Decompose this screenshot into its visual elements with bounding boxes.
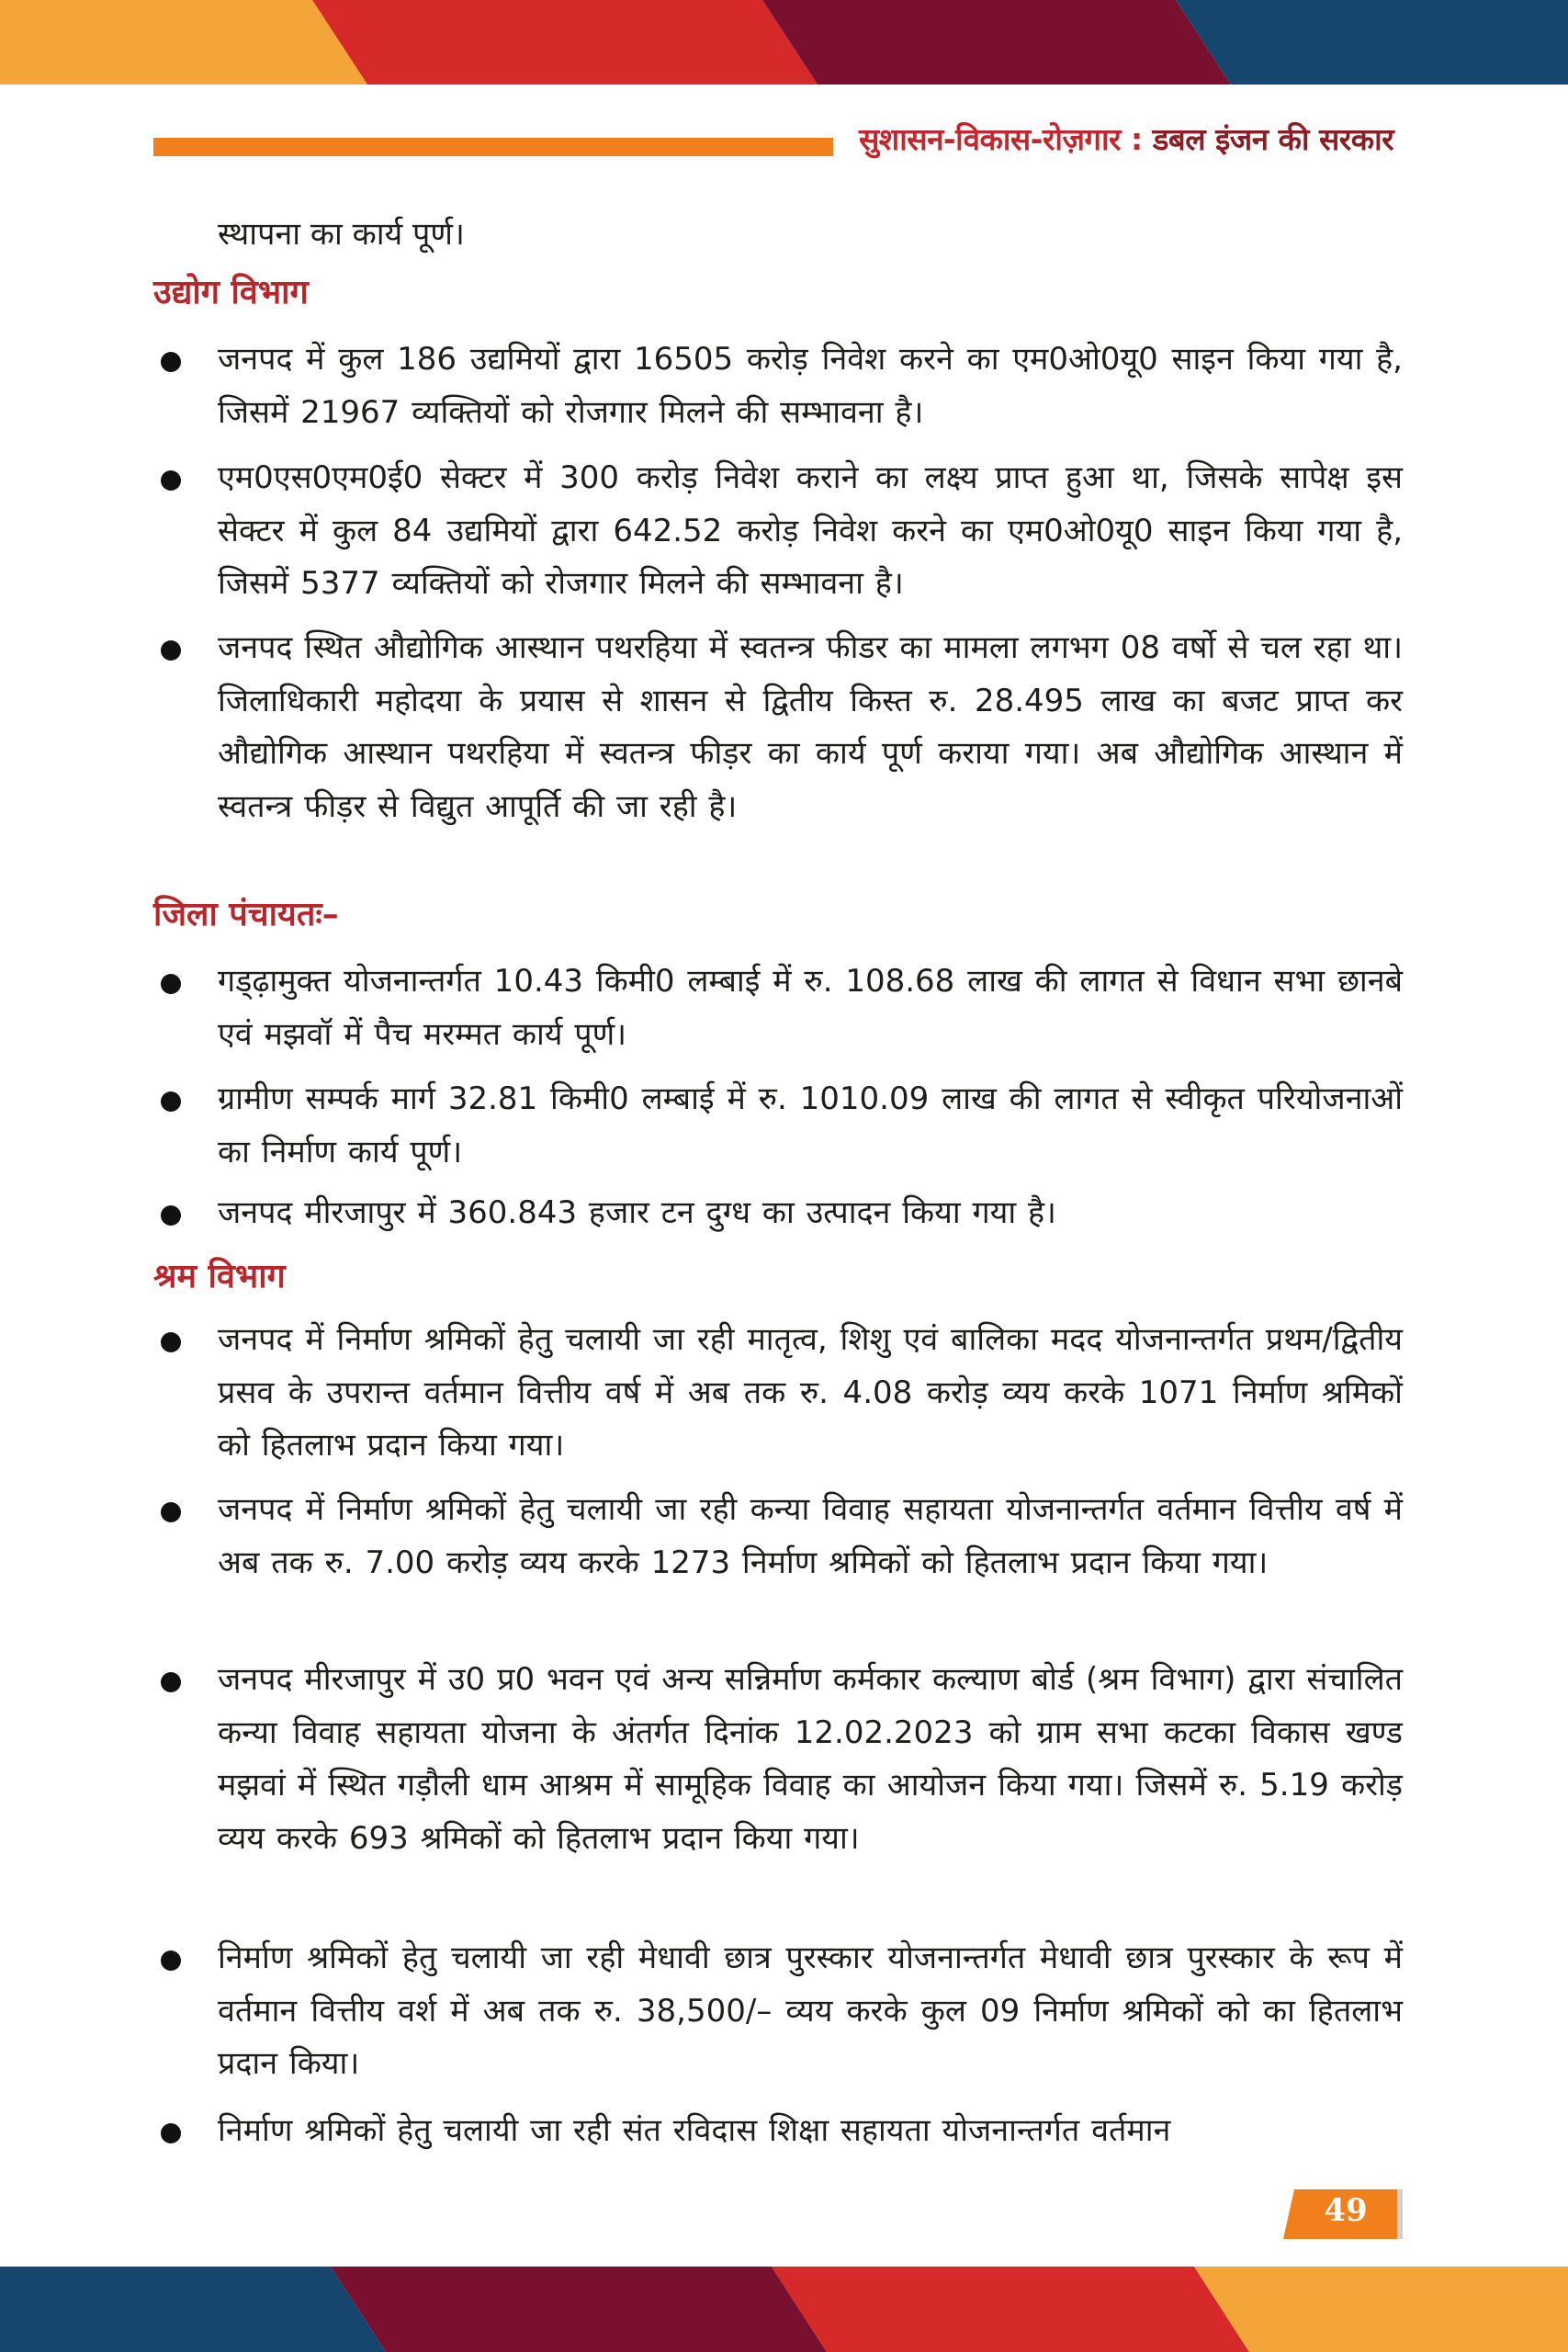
running-header-part1: सुशासन-विकास-रोज़गार : [859, 121, 1143, 157]
list-item-text: गड्ढ़ामुक्त योजनान्तर्गत 10.43 किमी0 लम्बाई में रु. 108.68 लाख की लागत से विधान सभा छानबे एवं मझवॉ में पैच मरम्मत कार्य पूर्ण। [218, 963, 1403, 1053]
bullet-icon [161, 1205, 181, 1226]
list-item-text: जनपद में निर्माण श्रमिकों हेतु चलायी जा रही कन्या विवाह सहायता योजनान्तर्गत वर्तमान वित्तीय वर्ष में अब तक रु. 7.00 करोड़ व्यय करके 1273 निर्माण श्रमिकों को हितलाभ प्रदान किया गया। [218, 1491, 1403, 1581]
list-item-text: ग्रामीण सम्पर्क मार्ग 32.81 किमी0 लम्बाई में रु. 1010.09 लाख की लागत से स्वीकृत परियोजनाओं का निर्माण कार्य पूर्ण। [218, 1080, 1403, 1170]
bullet-icon [161, 352, 181, 372]
list-item-text: जनपद मीरजापुर में उ0 प्र0 भवन एवं अन्य सन्निर्माण कर्मकार कल्याण बोर्ड (श्रम विभाग) द्वारा संचालित कन्या विवाह सहायता योजना के अंतर्गत दिनांक 12.02.2023 को ग्राम सभा कटका विकास खण्ड मझवां में स्थित गड़ौली धाम आश्रम में सामूहिक विवाह का आयोजन किया गया। जिसमें रु. 5.19 करोड़ व्यय करके 693 श्रमिकों को हितलाभ प्रदान किया गया। [218, 1661, 1403, 1857]
bullet-icon [161, 1091, 181, 1112]
section-heading-shram: श्रम विभाग [153, 1257, 286, 1295]
list-item-text: एम0एस0एम0ई0 सेक्टर में 300 करोड़ निवेश कराने का लक्ष्य प्राप्त हुआ था, जिसके सापेक्ष इस सेक्टर में कुल 84 उद्यमियों द्वारा 642.52 करोड़ निवेश करने का एम0ओ0यू0 साइन किया गया है, जिसमें 5377 व्यक्तियों को रोजगार मिलने की सम्भावना है। [218, 459, 1403, 602]
list-item-text: निर्माण श्रमिकों हेतु चलायी जा रही संत रविदास शिक्षा सहायता योजनान्तर्गत वर्तमान [218, 2112, 1171, 2149]
running-header [859, 118, 1393, 159]
list-item-text: जनपद में कुल 186 उद्यमियों द्वारा 16505 करोड़ निवेश करने का एम0ओ0यू0 साइन किया गया है, जिसमें 21967 व्यक्तियों को रोजगार मिलने की सम्भावना है। [218, 341, 1403, 431]
bullet-icon [161, 1672, 181, 1692]
list-item-text: जनपद मीरजापुर में 360.843 हजार टन दुग्ध का उत्पादन किया गया है। [218, 1194, 1056, 1231]
header-accent-rule [153, 138, 833, 156]
running-header-part2: डबल इंजन की सरकार [1142, 121, 1394, 157]
bullet-icon [161, 470, 181, 491]
bullet-icon [161, 1332, 181, 1352]
list-item-text: जनपद स्थित औद्योगिक आस्थान पथरहिया में स्वतन्त्र फीडर का मामला लगभग 08 वर्षो से चल रहा था। जिलाधिकारी महोदया के प्रयास से शासन से द्वितीय किस्त रु. 28.495 लाख का बजट प्राप्त कर औद्योगिक आस्थान पथरहिया में स्वतन्त्र फीड़र का कार्य पूर्ण कराया गया। अब औद्योगिक आस्थान में स्वतन्त्र फीड़र से विद्युत आपूर्ति की जा रही है। [218, 629, 1403, 825]
bullet-icon [161, 1502, 181, 1522]
bullet-icon [161, 974, 181, 994]
page-number: 49 [1324, 2192, 1368, 2229]
bottom-color-band [0, 2267, 1568, 2352]
bullet-icon [161, 2123, 181, 2143]
bullet-icon [161, 1951, 181, 1971]
section-heading-zila-panchayat: जिला पंचायतः– [153, 895, 339, 933]
section-heading-udyog: उद्योग विभाग [153, 273, 309, 311]
bullet-icon [161, 640, 181, 661]
top-color-band [0, 0, 1568, 85]
continued-text: स्थापना का कार्य पूर्ण। [218, 216, 465, 253]
list-item-text: निर्माण श्रमिकों हेतु चलायी जा रही मेधावी छात्र पुरस्कार योजनान्तर्गत मेधावी छात्र पुरस्कार के रूप में वर्तमान वित्तीय वर्श में अब तक रु. 38,500/– व्यय करके कुल 09 निर्माण श्रमिकों को का हितलाभ प्रदान किया। [218, 1939, 1403, 2082]
list-item-text: जनपद में निर्माण श्रमिकों हेतु चलायी जा रही मातृत्व, शिशु एवं बालिका मदद योजनान्तर्गत प्रथम/द्वितीय प्रसव के उपरान्त वर्तमान वित्तीय वर्ष में अब तक रु. 4.08 करोड़ व्यय करके 1071 निर्माण श्रमिकों को हितलाभ प्रदान किया गया। [218, 1321, 1403, 1464]
